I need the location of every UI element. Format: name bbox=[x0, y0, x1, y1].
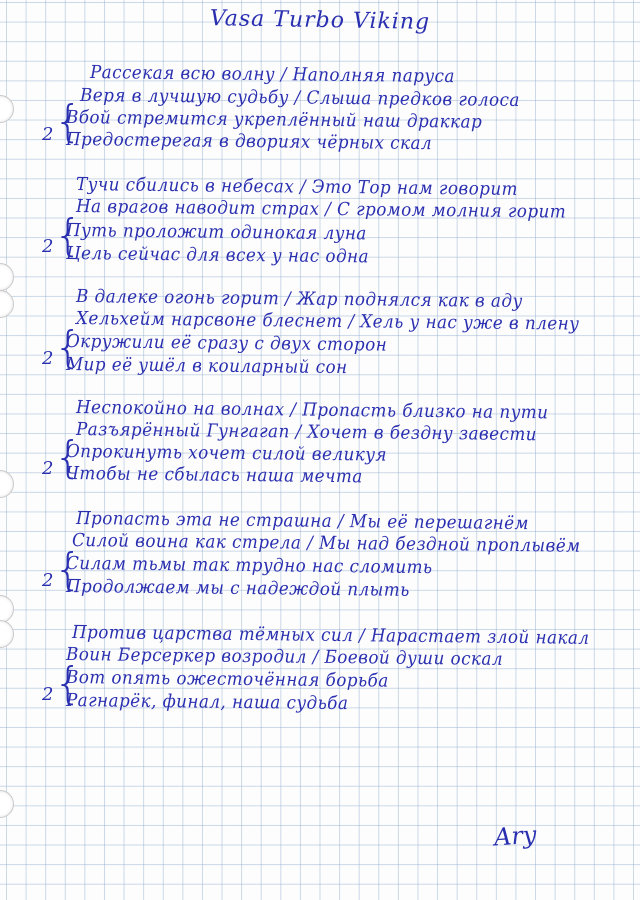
lyric-line: Пропасть эта не страшна / Мы её перешагнём bbox=[75, 508, 530, 535]
binder-hole bbox=[0, 470, 14, 498]
author-signature: Ary bbox=[493, 820, 538, 852]
binder-hole bbox=[0, 790, 14, 818]
lyric-line: Тучи сбились в небесах / Это Тор нам говорит bbox=[75, 174, 519, 200]
repeat-count: 2 bbox=[42, 458, 54, 479]
lyric-line: Силой воина как стрела / Мы над бездной проплывём bbox=[71, 530, 581, 557]
song-title: Vasa Turbo Viking bbox=[209, 6, 431, 35]
repeat-brace: { bbox=[54, 544, 82, 595]
repeat-brace: { bbox=[54, 322, 82, 373]
repeat-count: 2 bbox=[42, 570, 54, 591]
lyric-line: Предостерегая в двориях чёрных скал bbox=[65, 129, 433, 155]
lyric-line: Чтобы не сбылась наша мечта bbox=[65, 463, 363, 488]
lyric-line: Путь проложит одинокая луна bbox=[65, 220, 367, 245]
lyric-line: Опрокинуть хочет силой великуя bbox=[65, 441, 388, 466]
repeat-count: 2 bbox=[42, 124, 54, 145]
lyric-line: Неспокойно на волнах / Пропасть близко на пути bbox=[75, 397, 549, 424]
lyric-line: В далеке огонь горит / Жар поднялся как в аду bbox=[75, 286, 523, 313]
binder-hole bbox=[0, 620, 14, 648]
lyric-line: Продолжаем мы с надеждой плыть bbox=[65, 576, 410, 601]
binder-hole bbox=[0, 290, 14, 318]
lyric-line: На врагов наводит страх / С громом молния горит bbox=[75, 196, 567, 223]
repeat-brace: { bbox=[54, 658, 82, 709]
lyric-line: Веря в лучшую судьбу / Слыша предков голоса bbox=[79, 85, 520, 111]
lyric-line: Разъярённый Гунгагап / Хочет в бездну завести bbox=[75, 419, 538, 446]
lyric-line: Вбой стремится укреплённый наш драккар bbox=[65, 107, 483, 133]
lyric-line: Вот опять ожесточённая борьба bbox=[65, 667, 389, 692]
lyric-line: Силам тьмы так трудно нас сломить bbox=[65, 553, 433, 579]
repeat-brace: { bbox=[54, 432, 82, 483]
binder-hole bbox=[0, 595, 14, 623]
lyric-line: Хельхейм нарсвоне блеснет / Хель у нас уже в плену bbox=[75, 308, 580, 335]
repeat-count: 2 bbox=[42, 236, 54, 257]
lyric-line: Рагнарёк, финал, наша судьба bbox=[65, 690, 349, 715]
lyric-line: Воин Берсеркер возродил / Боевой души оскал bbox=[65, 644, 504, 670]
lyric-line: Окружили её сразу с двух сторон bbox=[65, 331, 388, 356]
binder-hole bbox=[0, 263, 14, 291]
lyric-line: Цель сейчас для всех у нас одна bbox=[65, 243, 370, 268]
binder-hole bbox=[0, 95, 14, 123]
repeat-brace: { bbox=[54, 96, 82, 147]
repeat-count: 2 bbox=[42, 348, 54, 369]
lyric-line: Против царства тёмных сил / Нарастает злой накал bbox=[71, 622, 590, 649]
lyric-line: Мир её ушёл в коиларный сон bbox=[65, 354, 348, 379]
repeat-count: 2 bbox=[42, 684, 54, 705]
lyric-line: Рассекая всю волну / Наполняя паруса bbox=[89, 62, 455, 88]
repeat-brace: { bbox=[54, 210, 82, 261]
